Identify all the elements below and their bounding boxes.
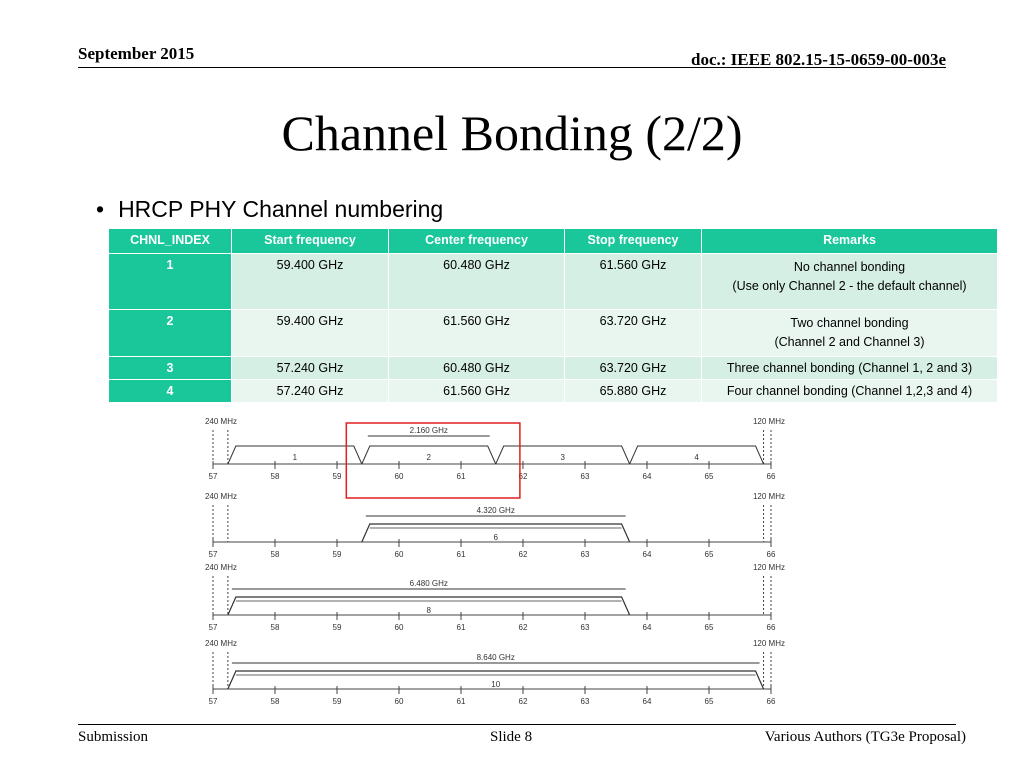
guard-left-label: 240 MHz: [204, 417, 238, 426]
cell-stop: 65.880 GHz: [565, 380, 702, 403]
guard-left-label: 240 MHz: [204, 563, 238, 572]
axis-tick-label: 65: [704, 697, 714, 706]
guard-right-label: 120 MHz: [752, 492, 786, 501]
axis-tick-label: 58: [270, 472, 280, 481]
channel-label: 4: [694, 453, 699, 462]
axis-tick-label: 64: [642, 623, 652, 632]
axis-tick-label: 60: [394, 550, 404, 559]
cell-remarks: [702, 310, 998, 357]
cell-index: 4: [109, 380, 232, 403]
slide-title: Channel Bonding (2/2): [281, 105, 743, 161]
guard-right-label: 120 MHz: [752, 417, 786, 426]
width-label: 4.320 GHz: [476, 506, 515, 515]
axis-tick-label: 63: [580, 697, 590, 706]
cell-center: 60.480 GHz: [389, 357, 565, 380]
cell-center: 60.480 GHz: [389, 254, 565, 310]
axis-tick-label: 66: [766, 697, 776, 706]
axis-tick-label: 57: [208, 623, 218, 632]
width-label: 2.160 GHz: [409, 426, 448, 435]
width-label: 8.640 GHz: [476, 653, 515, 662]
axis-tick-label: 66: [766, 550, 776, 559]
remark-line: Two channel bonding: [790, 316, 909, 330]
cell-remarks: Four channel bonding (Channel 1,2,3 and 4): [702, 380, 998, 403]
col-header-start: Start frequency: [232, 229, 389, 254]
axis-tick-label: 62: [518, 472, 528, 481]
channel-table: [108, 228, 998, 403]
axis-tick-label: 64: [642, 472, 652, 481]
width-label: 6.480 GHz: [409, 579, 448, 588]
remark-line: No channel bonding: [793, 260, 906, 274]
axis-tick-label: 61: [456, 472, 466, 481]
cell-remarks: Three channel bonding (Channel 1, 2 and 3): [702, 357, 998, 380]
table-row: [109, 310, 998, 357]
remark-line: (Use only Channel 2 - the default channel): [732, 279, 967, 293]
channel-plan-diagram: [180, 412, 810, 717]
cell-center: 61.560 GHz: [389, 310, 565, 357]
col-header-remarks: Remarks: [702, 229, 998, 254]
channel-label: 1: [292, 453, 298, 462]
axis-tick-label: 59: [332, 472, 342, 481]
table-row: [109, 357, 998, 380]
cell-start: 59.400 GHz: [232, 254, 389, 310]
axis-tick-label: 66: [766, 623, 776, 632]
axis-tick-label: 65: [704, 550, 714, 559]
guard-right-label: 120 MHz: [752, 563, 786, 572]
bullet-item: [96, 196, 443, 223]
channel-label: 3: [560, 453, 565, 462]
axis-tick-label: 60: [394, 623, 404, 632]
bullet-text: HRCP PHY Channel numbering: [118, 196, 444, 222]
axis-tick-label: 57: [208, 472, 218, 481]
axis-tick-label: 59: [332, 623, 342, 632]
guard-right-label: 120 MHz: [752, 639, 786, 648]
footer-slide-number: Slide 8: [490, 729, 533, 745]
table-header-row: [109, 229, 998, 254]
guard-left-label: 240 MHz: [204, 639, 238, 648]
cell-stop: 63.720 GHz: [565, 310, 702, 357]
col-header-center: Center frequency: [389, 229, 565, 254]
channel-label: 10: [491, 680, 501, 689]
guard-left-label: 240 MHz: [204, 492, 238, 501]
bullet-dot-icon: •: [96, 196, 105, 222]
cell-index: 1: [109, 254, 232, 310]
axis-tick-label: 66: [766, 472, 776, 481]
axis-tick-label: 59: [332, 697, 342, 706]
remark-line: (Channel 2 and Channel 3): [774, 335, 925, 349]
footer-divider: [78, 724, 956, 725]
axis-tick-label: 63: [580, 623, 590, 632]
axis-tick-label: 58: [270, 623, 280, 632]
cell-index: 3: [109, 357, 232, 380]
axis-tick-label: 58: [270, 550, 280, 559]
cell-start: 57.240 GHz: [232, 380, 389, 403]
cell-start: 59.400 GHz: [232, 310, 389, 357]
axis-tick-label: 61: [456, 550, 466, 559]
table-row: [109, 380, 998, 403]
cell-center: 61.560 GHz: [389, 380, 565, 403]
header-date: September 2015: [78, 44, 195, 63]
col-header-stop: Stop frequency: [565, 229, 702, 254]
header-doc-id: doc.: IEEE 802.15-15-0659-00-003e: [691, 50, 946, 69]
axis-tick-label: 61: [456, 623, 466, 632]
axis-tick-label: 63: [580, 550, 590, 559]
axis-tick-label: 59: [332, 550, 342, 559]
channel-label: 8: [426, 606, 431, 615]
cell-stop: 63.720 GHz: [565, 357, 702, 380]
channel-label: 2: [426, 453, 431, 462]
axis-tick-label: 57: [208, 697, 218, 706]
axis-tick-label: 60: [394, 697, 404, 706]
axis-tick-label: 62: [518, 550, 528, 559]
axis-tick-label: 58: [270, 697, 280, 706]
axis-tick-label: 57: [208, 550, 218, 559]
footer-authors: Various Authors (TG3e Proposal): [764, 729, 966, 745]
axis-tick-label: 65: [704, 472, 714, 481]
header-divider: [78, 67, 946, 68]
axis-tick-label: 65: [704, 623, 714, 632]
axis-tick-label: 60: [394, 472, 404, 481]
axis-tick-label: 62: [518, 623, 528, 632]
col-header-index: CHNL_INDEX: [109, 229, 232, 254]
cell-stop: 61.560 GHz: [565, 254, 702, 310]
cell-index: 2: [109, 310, 232, 357]
cell-start: 57.240 GHz: [232, 357, 389, 380]
axis-tick-label: 63: [580, 472, 590, 481]
axis-tick-label: 64: [642, 697, 652, 706]
axis-tick-label: 61: [456, 697, 466, 706]
footer-submission: Submission: [78, 729, 149, 745]
channel-label: 6: [493, 533, 498, 542]
axis-tick-label: 64: [642, 550, 652, 559]
table-row: [109, 254, 998, 310]
cell-remarks: [702, 254, 998, 310]
axis-tick-label: 62: [518, 697, 528, 706]
